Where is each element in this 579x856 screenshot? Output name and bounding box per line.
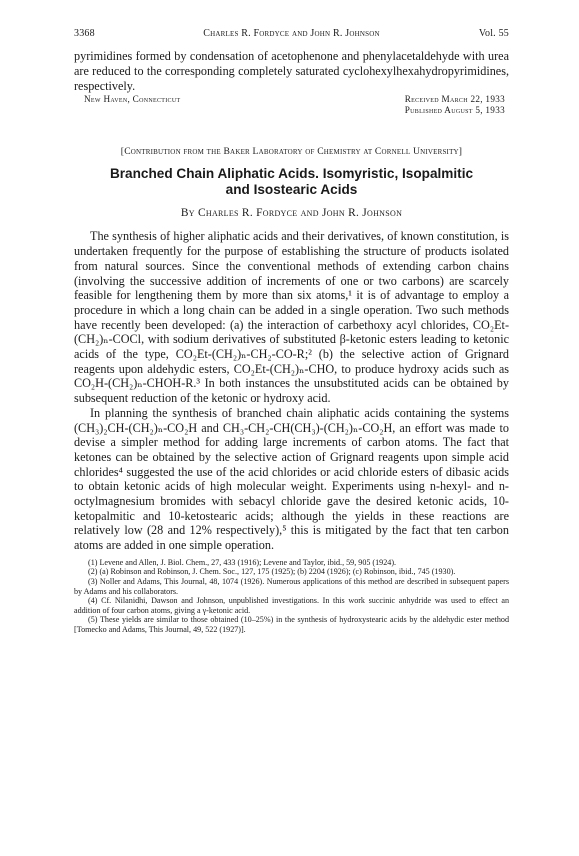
paragraph-2: In planning the synthesis of branched chain aliphatic acids containing the systems (CH₃)₂CH-(CH₂)ₙ-CO₂H and CH₃-CH₂-CH(CH₃)-(CH₂)ₙ-CO₂H, an effort was made to devise a simpler method for adding large increments of carbon atoms. The fact that ketones can be obtained by the selective action of Grignard reagents upon simple acid chlorides⁴ suggested the use of the acid chlorides or acid chloride esters of dibasic acids to obtain ketonic acids of high molecular weight. Experiments using n-hexyl- and n-octylmagnesium bromides with sebacyl chloride gave the desired ketonic acids, 10-ketopalmitic and 10-ketostearic acids; although the yields in these reactions are relatively low (28 and 12% respectively),⁵ this is mitigated by the fact that ten carbon atoms are added in one simple operation. (74, 405, 509, 553)
title-line-2: and Isostearic Acids (225, 182, 358, 198)
byline: By Charles R. Fordyce and John R. Johnson (180, 207, 403, 220)
article-body (74, 229, 509, 552)
dates-block (405, 94, 509, 116)
journal-page (74, 28, 509, 635)
footnote-5: (5) These yields are similar to those obtained (10–25%) in the synthesis of hydroxystearic acids by the aldehydic ester method [Tomecko and Adams, This Journal, 49, 522 (1927)]. (74, 615, 509, 635)
footnote-2: (2) (a) Robinson and Robinson, J. Chem. Soc., 127, 175 (1925); (b) 2204 (1926); (c) Robinson, ibid., 745 (1930). (88, 567, 456, 577)
previous-article-signature (74, 94, 509, 116)
footnotes (74, 558, 509, 635)
paragraph-1: The synthesis of higher aliphatic acids and their derivatives, of known constitution, is undertaken frequently for the purpose of establishing the structure of products isolated from natural sources. Since the conventional methods of extending carbon chains (involving the successive addition of increments of one or two carbons) are scarcely feasible for lengthening them by more than six atoms,¹ it is of advantage to employ a procedure in which a long chain can be added in a single operation. Two such methods have recently been developed: (a) the interaction of carbethoxy acyl chlorides, CO₂Et-(CH₂)ₙ-COCl, with sodium derivatives of substituted β-ketonic esters leading to ketonic acids of the type, CO₂Et-(CH₂)ₙ-CH₂-CO-R;² (b) the selective action of Grignard reagents upon aldehydic esters, CO₂Et-(CH₂)ₙ-CHO, to produce hydroxy acids such as CO₂H-(CH₂)ₙ-CHOH-R.³ In both instances the unsubstituted acids can be obtained by subsequent reduction of the ketonic or hydroxy acid. (74, 229, 509, 406)
published-date: Published August 5, 1933 (404, 105, 505, 116)
received-date: Received March 22, 1933 (404, 94, 505, 105)
title-line-1: Branched Chain Aliphatic Acids. Isomyristic, Isopalmitic (109, 166, 474, 182)
footnote-4: (4) Cf. Nilanidhi, Dawson and Johnson, unpublished investigations. In this work succinic anhydride was used to effect an addition of four carbon atoms, giving a γ-ketonic acid. (74, 596, 509, 615)
volume-label: Vol. 55 (478, 28, 509, 39)
footnote-3: (3) Noller and Adams, This Journal, 48, 1074 (1926). Numerous applications of this method are described in subsequent papers by Adams and his collaborators. (74, 577, 509, 596)
running-title: Charles R. Fordyce and John R. Johnson (203, 28, 380, 39)
contribution-line: [Contribution from the Baker Laboratory of Chemistry at Cornell University] (120, 146, 463, 158)
article-title (74, 166, 509, 198)
previous-article-text: pyrimidines formed by condensation of acetophenone and phenylacetaldehyde with urea are reduced to the corresponding completely saturated cyclohexylhexahydropyrimidines, respectively. (74, 49, 509, 93)
page-number: 3368 (74, 28, 95, 39)
running-header (74, 28, 509, 39)
location-line: New Haven, Connecticut (84, 94, 181, 105)
footnote-1: (1) Levene and Allen, J. Biol. Chem., 27, 433 (1916); Levene and Taylor, ibid., 59, 905 (1924). (88, 557, 397, 567)
